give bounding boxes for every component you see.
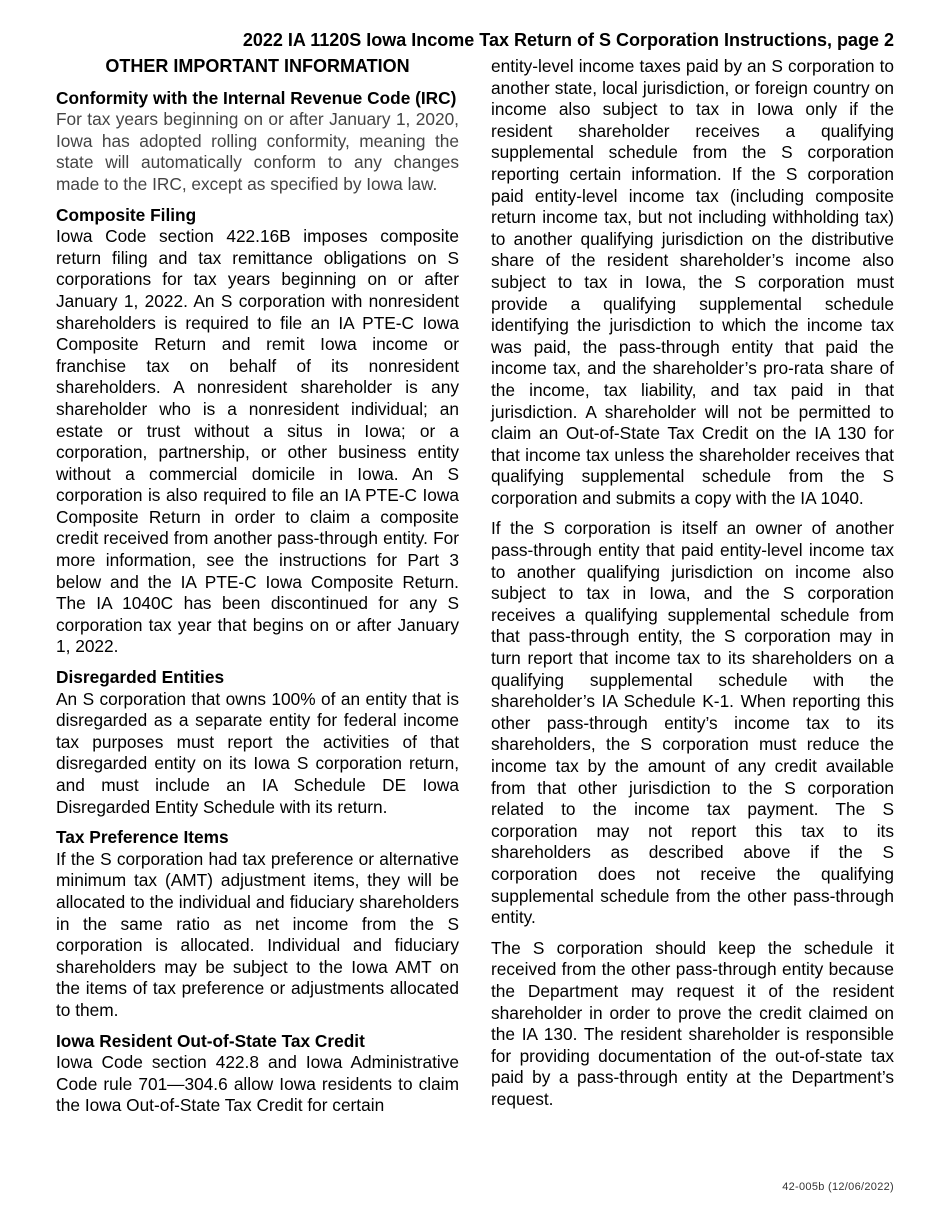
section-title: OTHER IMPORTANT INFORMATION	[105, 56, 410, 76]
disregarded-heading: Disregarded Entities	[56, 667, 225, 688]
form-number: 42-005b (12/06/2022)	[782, 1181, 894, 1193]
conformity-heading: Conformity with the Internal Revenue Code (IRC)	[56, 87, 457, 108]
composite-body: Iowa Code section 422.16B imposes composite return filing and tax remittance obligations on S corporations for tax years beginning on or after January 1, 2022. An S corporation with nonresident shareholders is required to file an IA PTE-C Iowa Composite Return and remit Iowa income or franchise tax on behalf of its nonresident shareholders. A nonresident shareholder is any shareholder who is a nonresident individual; an estate or trust without a situs in Iowa; or a corporation, partnership, or other business entity without a commercial domicile in Iowa. An S corporation is also required to file an IA PTE-C Iowa Composite Return in order to claim a composite credit received from another pass-through entity. For more information, see the instructions for Part 3 below and the IA PTE-C Iowa Composite Return. The IA 1040C has been discontinued for any S corporation tax year that begins on or after January 1, 2022.	[56, 226, 459, 657]
right-paragraph-3: The S corporation should keep the schedule it received from the other pass-through entity because the Department may request it of the resident shareholder in order to prove the credit claimed on the IA 130. The resident shareholder is responsible for providing documentation of the out-of-state tax paid by a pass-through entity at the Department’s request.	[491, 937, 894, 1109]
page-header: 2022 IA 1120S Iowa Income Tax Return of S Corporation Instructions, page 2	[242, 30, 894, 50]
composite-heading: Composite Filing	[56, 204, 197, 225]
right-paragraph-1: entity-level income taxes paid by an S corporation to another state, local jurisdiction, or foreign country on income also subject to tax in Iowa only if the resident shareholder receives a qualifying supplemental schedule from the S corporation reporting certain information. If the S corporation paid entity-level income tax (including composite return income tax, but not including withholding tax) to another qualifying jurisdiction on the distributive share of the resident shareholder’s income also subject to tax in Iowa, the S corporation must provide a qualifying supplemental schedule identifying the jurisdiction to which the income tax was paid, the pass-through entity that paid the income tax, and the shareholder’s pro-rata share of the income, tax liability, and tax paid in that jurisdiction. A shareholder will not be permitted to claim an Out-of-State Tax Credit on the IA 130 for that income tax unless the shareholder receives that qualifying supplemental schedule from the S corporation and submits a copy with the IA 1040.	[491, 56, 894, 508]
tax-preference-body: If the S corporation had tax preference or alternative minimum tax (AMT) adjustment items, they will be allocated to the individual and fiduciary shareholders in the same ratio as net income from the S corporation is allocated. Individual and fiduciary shareholders may be subject to the Iowa AMT on the items of tax preference or adjustments allocated to them.	[56, 848, 459, 1020]
tax-preference-heading: Tax Preference Items	[56, 827, 229, 848]
out-of-state-body: Iowa Code section 422.8 and Iowa Administrative Code rule 701—304.6 allow Iowa residents to claim the Iowa Out-of-State Tax Credit for certain	[56, 1052, 459, 1116]
left-column	[56, 56, 459, 1126]
right-paragraph-2: If the S corporation is itself an owner of another pass-through entity that paid entity-level income tax to another qualifying jurisdiction on income also subject to tax in Iowa, and the S corporation receives a qualifying supplemental schedule from that pass-through entity, the S corporation may in turn report that income tax to its shareholders on a qualifying supplemental schedule with the shareholder’s IA Schedule K-1. When reporting this other pass-through entity’s income tax to its shareholders, the S corporation must reduce the income tax by the amount of any credit available from that other jurisdiction to the S corporation related to the income tax payment. The S corporation may not report this tax to its shareholders as described above if the S corporation does not receive the qualifying supplemental schedule from the other pass-through entity.	[491, 518, 894, 928]
right-column	[491, 56, 894, 1120]
out-of-state-heading: Iowa Resident Out-of-State Tax Credit	[56, 1030, 365, 1051]
conformity-body: For tax years beginning on or after January 1, 2020, Iowa has adopted rolling conformity, meaning the state will automatically conform to any changes made to the IRC, except as specified by Iowa law.	[56, 109, 459, 194]
disregarded-body: An S corporation that owns 100% of an entity that is disregarded as a separate entity for federal income tax purposes must report the activities of that disregarded entity on its Iowa S corporation return, and must include an IA Schedule DE Iowa Disregarded Entity Schedule with its return.	[56, 688, 459, 817]
